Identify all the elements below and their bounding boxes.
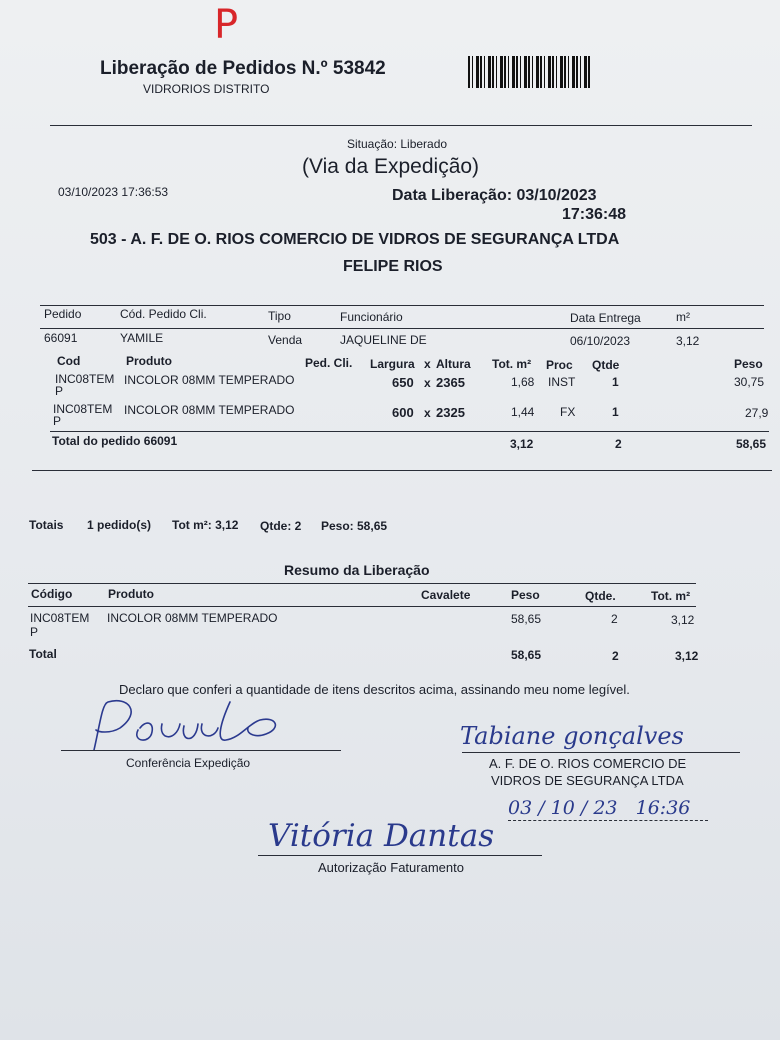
status-text: Situação: Liberado	[347, 137, 448, 151]
label-m2: m²	[676, 310, 690, 324]
item-row-1-cod-cont: P	[55, 384, 64, 398]
order-total-qtde: 2	[615, 437, 622, 451]
order-total-m2: 3,12	[510, 437, 534, 451]
col-produto: Produto	[126, 354, 172, 368]
item-row-2-largura: 600	[392, 405, 414, 420]
client-name: 503 - A. F. DE O. RIOS COMERCIO DE VIDROS DE SEGURANÇA LTDA	[90, 231, 620, 248]
printed-at: 03/10/2023 17:36:53	[58, 185, 169, 199]
item-row-1-x: x	[424, 376, 431, 390]
item-row-2-peso: 27,9	[745, 406, 769, 420]
company-subtitle: VIDRORIOS DISTRITO	[143, 82, 270, 96]
col-cod: Cod	[57, 354, 81, 368]
item-row-1-proc: INST	[548, 375, 576, 389]
value-pedido: 66091	[44, 331, 78, 345]
autorizacao-label: Autorização Faturamento	[318, 860, 464, 875]
document-title: Liberação de Pedidos N.º 53842	[100, 58, 386, 79]
item-row-2-altura: 2325	[436, 405, 465, 420]
company-name-line2: VIDROS DE SEGURANÇA LTDA	[491, 773, 684, 788]
value-cod-cli: YAMILE	[120, 331, 164, 345]
summary-row-tot-m2: 3,12	[671, 613, 695, 627]
col-altura: Altura	[436, 357, 471, 371]
summary-total-peso: 58,65	[511, 648, 542, 662]
label-pedido: Pedido	[44, 307, 82, 321]
summary-col-produto: Produto	[108, 587, 154, 601]
header-divider	[50, 125, 752, 126]
barcode	[468, 56, 590, 88]
item-row-2-produto: INCOLOR 08MM TEMPERADO	[124, 403, 295, 417]
totals-peso: Peso: 58,65	[321, 519, 388, 533]
item-row-2-tot-m2: 1,44	[511, 405, 535, 419]
total-top-line	[50, 431, 769, 432]
autorizacao-line	[258, 855, 542, 856]
summary-col-peso: Peso	[511, 588, 540, 602]
conferencia-line	[61, 750, 341, 751]
item-row-2-x: x	[424, 406, 431, 420]
summary-row-peso: 58,65	[511, 612, 542, 626]
date-line	[508, 820, 708, 821]
summary-col-codigo: Código	[31, 587, 73, 601]
summary-top-line	[28, 583, 696, 584]
summary-header-line	[28, 606, 696, 607]
handwritten-date: 03 / 10 / 23 16:36	[508, 797, 691, 819]
summary-col-qtde: Qtde.	[585, 589, 616, 603]
autorizacao-signature: Vitória Dantas	[268, 818, 495, 854]
conferencia-label: Conferência Expedição	[126, 756, 251, 770]
item-row-2-cod-cont: P	[53, 414, 62, 428]
summary-title: Resumo da Liberação	[284, 562, 430, 578]
col-proc: Proc	[546, 358, 573, 372]
declaration-text: Declaro que conferi a quantidade de itens descritos acima, assinando meu nome legível.	[119, 682, 630, 697]
col-ped-cli: Ped. Cli.	[305, 356, 353, 370]
client-contact: FELIPE RIOS	[343, 258, 443, 275]
order-header-line	[40, 328, 764, 329]
col-tot-m2: Tot. m²	[492, 357, 532, 371]
order-top-line	[40, 305, 764, 306]
summary-row-codigo-cont: P	[30, 625, 39, 639]
summary-col-cavalete: Cavalete	[421, 588, 471, 602]
summary-total-qtde: 2	[612, 649, 619, 663]
company-name-line1: A. F. DE O. RIOS COMERCIO DE	[489, 756, 687, 771]
totals-qtde: Qtde: 2	[260, 519, 302, 533]
conferencia-signature	[80, 694, 290, 756]
item-row-2-qtde: 1	[612, 405, 619, 419]
value-funcionario: JAQUELINE DE	[340, 333, 427, 347]
totals-pedidos: 1 pedido(s)	[87, 518, 152, 532]
col-largura: Largura	[370, 357, 415, 371]
col-x: x	[424, 357, 431, 371]
release-date: Data Liberação: 03/10/2023	[392, 187, 597, 204]
order-total-label: Total do pedido 66091	[52, 434, 178, 448]
summary-row-codigo: INC08TEM	[30, 611, 90, 625]
col-peso: Peso	[734, 357, 763, 371]
item-row-2-proc: FX	[560, 405, 576, 419]
item-row-1-produto: INCOLOR 08MM TEMPERADO	[124, 373, 295, 387]
company-signature: Tabiane gonçalves	[460, 722, 684, 750]
summary-total-label: Total	[29, 647, 57, 661]
copy-type: (Via da Expedição)	[302, 155, 480, 178]
value-m2: 3,12	[676, 334, 700, 348]
item-row-1-cod: INC08TEM	[55, 372, 115, 386]
item-row-1-largura: 650	[392, 375, 414, 390]
summary-row-qtde: 2	[611, 612, 618, 626]
summary-row-produto: INCOLOR 08MM TEMPERADO	[107, 611, 278, 625]
label-tipo: Tipo	[268, 309, 291, 323]
table-bottom-line	[32, 470, 772, 471]
label-funcionario: Funcionário	[340, 310, 403, 324]
company-sig-line	[462, 752, 740, 753]
label-data-entrega: Data Entrega	[570, 311, 641, 325]
col-qtde: Qtde	[592, 358, 620, 372]
item-row-2-cod: INC08TEM	[53, 402, 113, 416]
label-cod-cli: Cód. Pedido Cli.	[120, 307, 207, 321]
summary-col-tot-m2: Tot. m²	[651, 589, 691, 603]
release-time: 17:36:48	[562, 206, 627, 223]
item-row-1-tot-m2: 1,68	[511, 375, 535, 389]
item-row-1-altura: 2365	[436, 375, 465, 390]
red-mark: P	[214, 2, 239, 48]
item-row-1-qtde: 1	[612, 375, 619, 389]
value-tipo: Venda	[268, 333, 303, 347]
totals-label: Totais	[29, 518, 64, 532]
item-row-1-peso: 30,75	[734, 375, 765, 389]
summary-total-tot-m2: 3,12	[675, 649, 699, 663]
value-data-entrega: 06/10/2023	[570, 334, 631, 348]
order-total-peso: 58,65	[736, 437, 767, 451]
totals-m2: Tot m²: 3,12	[172, 518, 239, 532]
